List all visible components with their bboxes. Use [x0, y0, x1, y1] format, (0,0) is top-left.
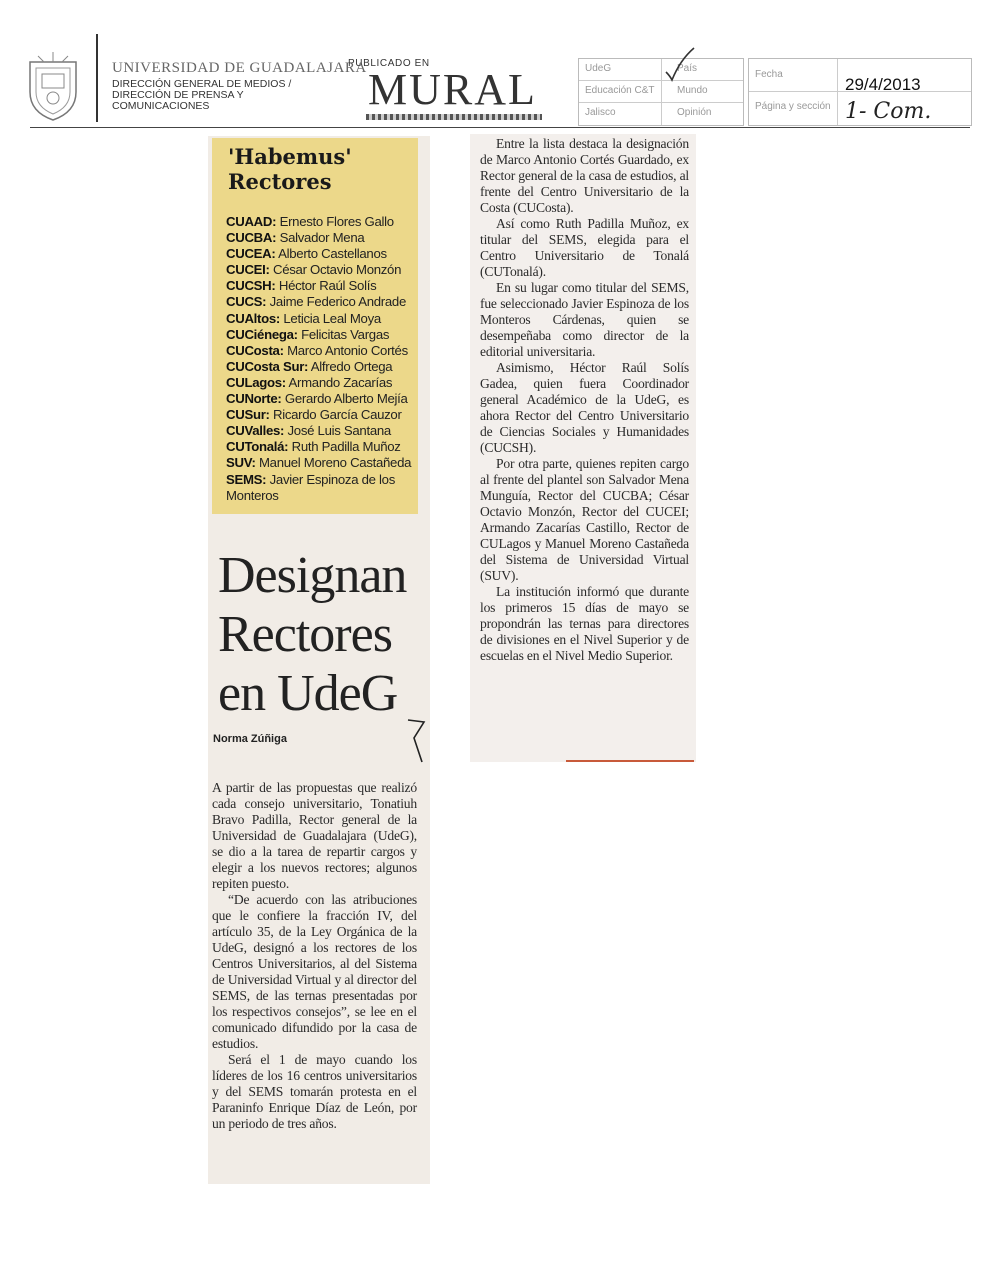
rector-name: Salvador Mena	[279, 230, 365, 246]
rector-center: SEMS:	[226, 471, 267, 487]
rector-name: Alberto Castellanos	[278, 246, 387, 262]
article-body-right	[480, 136, 689, 664]
rector-row	[226, 375, 416, 391]
rector-name: Jaime Federico Andrade	[269, 294, 406, 310]
headline-line: Designan	[218, 547, 407, 604]
rector-name: Ernesto Flores Gallo	[279, 214, 394, 229]
header-divider	[96, 34, 98, 122]
university-name: UNIVERSIDAD DE GUADALAJARA	[112, 60, 367, 76]
rector-center: CUAltos:	[226, 310, 281, 326]
rector-center: CUCBA:	[226, 230, 277, 246]
department-line: COMUNICACIONES	[112, 100, 210, 112]
rector-center: CUCosta:	[226, 342, 284, 358]
department-line: DIRECCIÓN DE PRENSA Y	[112, 89, 244, 101]
rector-row	[226, 439, 416, 455]
fecha-label: Fecha	[755, 69, 783, 80]
rector-row	[226, 311, 416, 327]
header-baseline	[30, 127, 970, 128]
article-paragraph: Por otra parte, quienes repiten cargo al frente del plantel son Salvador Mena Munguía, Rector del CUCBA; César Octavio Monzón, Rector del CUCEI; Armando Zacarías Castillo, Rector de CULagos y Manuel Moreno Castañeda del Sistema de Universidad Virtual (SUV).	[480, 456, 689, 583]
rector-center: CUCosta Sur:	[226, 358, 309, 374]
rector-name: César Octavio Monzón	[273, 262, 402, 278]
rector-name: Manuel Moreno Castañeda	[258, 455, 412, 471]
headline-line: en UdeG	[218, 665, 398, 722]
section-pais: País	[677, 63, 698, 74]
article-paragraph: La institución informó que durante los primeros 15 días de mayo se propondrán las ternas para directores de divisiones en el Nivel Superior y de escuelas en el Nivel Medio Superior.	[480, 584, 689, 663]
rector-row	[226, 472, 416, 504]
rector-row	[226, 343, 416, 359]
university-seal-icon	[24, 52, 82, 122]
article-paragraph: Así como Ruth Padilla Muñoz, ex titular del SEMS, elegida para el Centro Universitario de Tonalá (CUTonalá).	[480, 216, 689, 279]
article-paragraph: “De acuerdo con las atribuciones que le confiere la fracción IV, del artículo 35, de la Ley Orgánica de la UdeG, designó a los rectores de los Centros Universitarios, al del Sistema de Universidad Virtual y al director del SEMS, de las ternas presentadas por los respectivos consejos”, se lee en el comunicado difundido por la casa de estudios.	[212, 892, 417, 1051]
rector-name: Marco Antonio Cortés	[287, 342, 408, 358]
rector-center: CUCEI:	[226, 262, 270, 278]
rector-name: Felicitas Vargas	[301, 326, 390, 342]
rector-center: CUTonalá:	[226, 439, 289, 455]
rector-name: Héctor Raúl Solís	[278, 278, 377, 294]
rector-center: CUCiénega:	[226, 326, 298, 342]
checkmark-icon	[660, 46, 696, 82]
rector-name: Gerardo Alberto Mejía	[284, 391, 408, 407]
rector-center: SUV:	[226, 455, 256, 471]
section-educacion: Educación C&T	[585, 85, 655, 96]
rector-row	[226, 391, 416, 407]
section-opinion: Opinión	[677, 107, 712, 118]
rector-name: José Luis Santana	[287, 423, 391, 439]
headline	[218, 546, 428, 723]
article-paragraph: Asimismo, Héctor Raúl Solís Gadea, quien fuera Coordinador general Académico de la UdeG, es ahora Rector del Centro Universitario de Ciencias Sociales y Humanidades (CUCSH).	[480, 360, 689, 455]
rector-center: CUCSH:	[226, 278, 276, 294]
rector-center: CULagos:	[226, 374, 286, 390]
headline-line: Rectores	[218, 606, 392, 663]
rector-row	[226, 359, 416, 375]
date-table	[748, 58, 972, 126]
article-paragraph: Entre la lista destaca la designación de Marco Antonio Cortés Guardado, ex Rector general de la casa de estudios, al frente del Centro Universitario de la Costa (CUCosta).	[480, 136, 689, 215]
rector-row	[226, 407, 416, 423]
page-section: 1- Com.	[845, 99, 932, 124]
rector-row	[226, 423, 416, 439]
rector-row	[226, 230, 416, 246]
rector-row	[226, 327, 416, 343]
rector-row	[226, 278, 416, 294]
rector-center: CUNorte:	[226, 391, 282, 407]
article-body-left	[212, 780, 417, 1132]
section-mundo: Mundo	[677, 85, 708, 96]
box-title: 'Habemus' Rectores	[228, 144, 352, 194]
rector-center: CUValles:	[226, 423, 285, 439]
rector-row	[226, 455, 416, 471]
article-paragraph: Será el 1 de mayo cuando los líderes de los 16 centros universitarios y del SEMS tomarán protesta en el Paraninfo Enrique Díaz de León, por un periodo de tres años.	[212, 1052, 417, 1131]
article-paragraph: En su lugar como titular del SEMS, fue seleccionado Javier Espinoza de los Monteros Cárdenas, quien se desempeñaba como director de la editorial universitaria.	[480, 280, 689, 359]
section-udeg: UdeG	[585, 63, 612, 74]
rector-row	[226, 294, 416, 310]
rector-center: CUAAD:	[226, 214, 277, 229]
department-line: DIRECCIÓN GENERAL DE MEDIOS /	[112, 78, 292, 90]
rector-name: Armando Zacarías	[288, 374, 393, 390]
rector-center: CUSur:	[226, 407, 270, 423]
rectors-box	[212, 138, 418, 514]
pagina-label: Página y sección	[755, 101, 831, 112]
rector-name: Ricardo García Cauzor	[273, 407, 402, 423]
article-paragraph: A partir de las propuestas que realizó cada consejo universitario, Tonatiuh Bravo Padilla, Rector general de la Universidad de Guadalajara (UdeG), se dio a la tarea de repartir cargos y elegir a los nuevos rectores; algunos repiten puesto.	[212, 780, 417, 891]
newspaper-logo-rule	[366, 114, 542, 120]
rector-center: CUCEA:	[226, 246, 276, 262]
rector-center: CUCS:	[226, 294, 267, 310]
rector-name: Alfredo Ortega	[310, 358, 393, 374]
publication-date: 29/4/2013	[845, 75, 921, 94]
rector-list	[226, 214, 416, 504]
section-jalisco: Jalisco	[585, 107, 616, 118]
rector-name: Ruth Padilla Muñoz	[291, 439, 401, 455]
handwritten-mark-icon	[404, 716, 428, 764]
published-in-label: PUBLICADO EN	[348, 58, 430, 69]
rector-row	[226, 246, 416, 262]
accent-underline	[566, 760, 694, 762]
byline: Norma Zúñiga	[213, 733, 287, 745]
rector-name: Leticia Leal Moya	[283, 310, 381, 326]
rector-row	[226, 262, 416, 278]
rector-name: Javier Espinoza de los Monteros	[226, 471, 395, 503]
department-name	[112, 79, 291, 112]
newspaper-logo: MURAL	[368, 65, 537, 114]
rector-row	[226, 214, 416, 230]
